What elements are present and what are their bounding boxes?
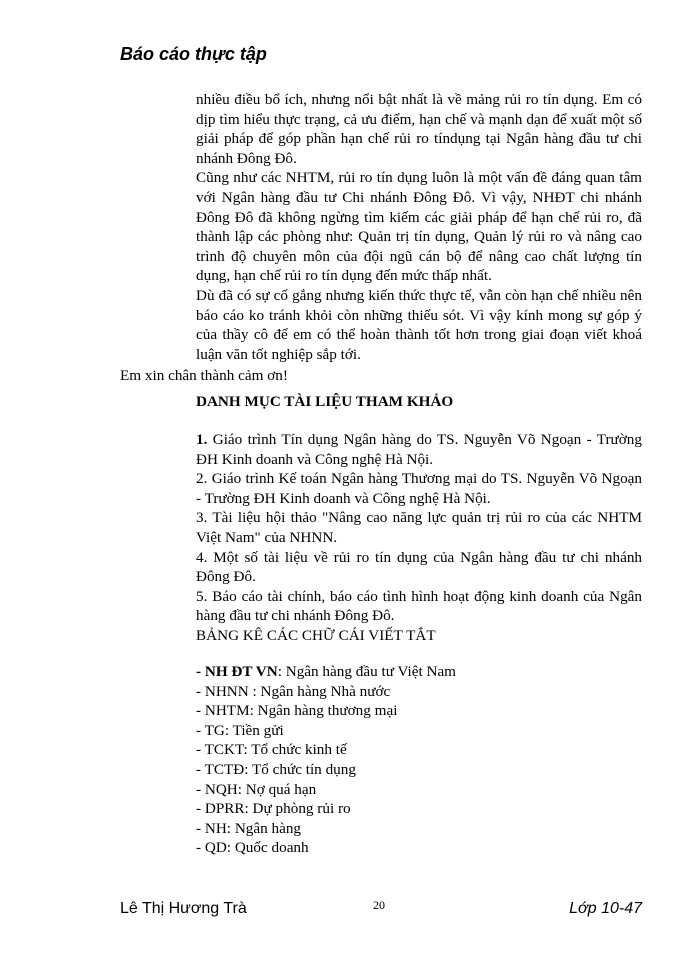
abbreviation-value: : Nợ quá hạn — [237, 780, 317, 798]
reference-number: 2. — [196, 470, 208, 488]
reference-text: Giáo trình Tín dụng Ngân hàng do TS. Nguyễn Võ Ngoạn - Trường ĐH Kinh doanh và Công nghệ Hà Nội. — [196, 431, 642, 468]
abbreviation-key: - NHTM — [196, 702, 250, 720]
abbreviation-value: : Tổ chức kinh tế — [243, 741, 347, 759]
body-paragraph: nhiều điều bổ ích, nhưng nổi bật nhất là về mảng rủi ro tín dụng. Em có dịp tìm hiểu thực trạng, cả ưu điểm, hạn chế và mạnh dạn để xuất một số giải pháp để góp phần hạn chế rủi ro tíndụng tại Ngân hàng đầu tư chi nhánh Đông Đô. — [196, 91, 642, 167]
footer-class: Lớp 10-47 — [569, 900, 642, 917]
reference-item — [196, 587, 642, 626]
reference-text: Giáo trình Kế toán Ngân hàng Thương mại do TS. Nguyễn Võ Ngoạn - Trường ĐH Kinh doanh và Công nghệ Hà Nội. — [196, 470, 642, 507]
abbreviation-key: - QD — [196, 839, 227, 857]
abbreviation-key: - NQH — [196, 780, 238, 798]
reference-number: 5. — [196, 587, 208, 605]
body-text — [196, 90, 642, 364]
reference-item — [196, 508, 642, 547]
reference-number: 3. — [196, 509, 208, 527]
body-paragraph: Cũng như các NHTM, rủi ro tín dụng luôn là một vấn đề đáng quan tâm với Ngân hàng đầu tư Chi nhánh Đông Đô. Vì vậy, NHĐT chi nhánh Đông Đô đã không ngừng tìm kiếm các giải pháp để hạn chế rủi ro, đã thành lập các phòng như: Quản trị tín dụng, Quản lý rủi ro và nâng cao trình độ chuyên môn của đội ngũ cán bộ để nâng cao chất lượng tín dụng, hạn chế rủi ro tín dụng đến mức thấp nhất. — [196, 169, 642, 285]
abbreviation-item — [196, 780, 642, 800]
abbreviations-title: BẢNG KÊ CÁC CHỮ CÁI VIẾT TẮT — [196, 626, 436, 644]
abbreviation-item — [196, 799, 642, 819]
body-paragraph: Dù đã có sự cố gắng nhưng kiến thức thực tế, vẫn còn hạn chế nhiều nên báo cáo ko tránh khỏi còn những thiếu sót. Vì vậy kính mong sự góp ý của thầy cô để em có thể hoàn thành tốt hơn trong giai đoạn viết khoá luận văn tốt nghiệp sắp tới. — [196, 286, 642, 363]
abbreviation-item — [196, 740, 642, 760]
reference-item — [196, 548, 642, 587]
page-header-title: Báo cáo thực tập — [120, 44, 267, 64]
abbreviation-key: - DPRR — [196, 800, 245, 818]
abbreviation-value: : Dự phòng rủi ro — [244, 800, 351, 818]
reference-text: Một số tài liệu về rủi ro tín dụng của Ngân hàng đầu tư chi nhánh Đông Đô. — [196, 548, 643, 586]
abbreviation-key: - TG — [196, 721, 225, 739]
abbreviation-value: : Ngân hàng thương mại — [249, 702, 398, 720]
reference-number: 1. — [196, 431, 208, 448]
abbreviation-item — [196, 819, 642, 839]
abbreviation-key: - TCTĐ — [196, 760, 245, 778]
abbreviation-value: : Tiền gửi — [224, 721, 284, 739]
reference-item — [196, 430, 642, 469]
abbreviation-value: : Tổ chức tín dụng — [244, 760, 356, 778]
abbreviation-value: : Ngân hàng đầu tư Việt Nam — [277, 663, 457, 680]
abbreviation-key: - NH ĐT VN — [196, 663, 278, 680]
abbreviation-key: - TCKT — [196, 741, 244, 759]
abbreviation-key: - NHNN — [196, 682, 249, 700]
reference-text: Báo cáo tài chính, báo cáo tình hình hoạt động kinh doanh của Ngân hàng đầu tư chi nhánh Đông Đô. — [196, 587, 642, 625]
abbreviation-item — [196, 662, 642, 682]
abbreviation-value: : Quốc doanh — [226, 839, 309, 857]
footer-page-number: 20 — [373, 898, 385, 912]
abbreviation-item — [196, 682, 642, 702]
reference-text: Tài liệu hội thảo "Nâng cao năng lực quản trị rủi ro của các NHTM Việt Nam" của NHNN. — [196, 509, 642, 546]
abbreviation-item — [196, 838, 642, 858]
footer-author: Lê Thị Hương Trà — [120, 900, 247, 917]
reference-number: 4. — [196, 548, 208, 566]
abbreviation-item — [196, 701, 642, 721]
abbreviation-value: : Ngân hàng — [226, 819, 302, 837]
references-title: DANH MỤC TÀI LIỆU THAM KHẢO — [196, 393, 454, 410]
references-list — [196, 430, 642, 646]
reference-item — [196, 469, 642, 508]
thanks-line: Em xin chân thành cảm ơn! — [120, 367, 288, 384]
abbreviation-item — [196, 721, 642, 741]
abbreviation-item — [196, 760, 642, 780]
abbreviations-list — [196, 662, 642, 858]
abbreviation-key: - NH — [196, 819, 227, 837]
abbreviation-value: : Ngân hàng Nhà nước — [248, 682, 391, 700]
